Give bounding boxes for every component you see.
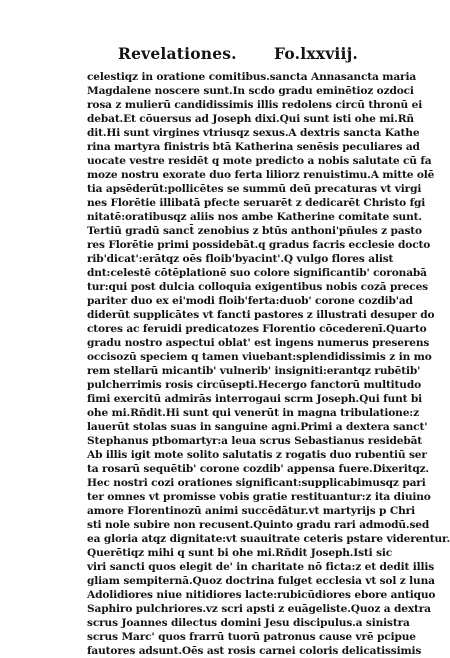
text-line: diderūt supplicātes vt fancti pastores z illustrati desuper do	[87, 309, 435, 321]
text-line: gliam sempiternā.Quoz doctrina fulget ecclesia vt sol z luna	[87, 575, 435, 587]
text-line: tia apsēderūt:pollicētes se summū deū precaturas vt virgi	[87, 183, 422, 195]
text-line: Hec nostri cozi orationes significant:supplicabimusqz pari	[87, 477, 426, 489]
text-line: moze nostru exorate duo ferta liliorz renuistimu.A mitte olē	[87, 169, 435, 181]
text-line: ea gloria atqz dignitate:vt suauitrate ceteris pstare viderentur.	[87, 533, 450, 545]
text-line: nitatē:oratibusqz aliis nos ambe Katherine comitate sunt.	[87, 211, 422, 223]
text-line: dnt:celestē cōtēplationē suo colore significantib' coronabā	[87, 267, 427, 279]
text-line: celestiqz in oratione comitibus.sancta Annasancta maria	[87, 71, 417, 83]
text-line: uocate vestre residēt q mote predicto a nobis salutate cū fa	[87, 155, 432, 167]
text-line: sti nole subire non recusent.Quinto gradu rari admodū.sed	[87, 519, 430, 531]
text-line: rina martyra finistris btā Katherina senēsis peculiares ad	[87, 141, 420, 153]
text-line: occisozū speciem q tamen viuebant:splendidissimis z in mo	[87, 351, 432, 363]
text-line: Adolidiores niue nitidiores lacte:rubicūdiores ebore antiquo	[87, 589, 436, 601]
folio-number: Fo.lxxviij.	[274, 44, 358, 63]
text-line: fimi exercitū admirās interrogaui scrm Joseph.Qui funt bi	[87, 393, 423, 405]
text-line: Stephanus ptbomartyr:a leua scrus Sebastianus residebāt	[87, 435, 423, 447]
text-line: Tertiū gradū sanct̄ zenobius z btūs anthoni'pñules z pasto	[87, 225, 422, 237]
text-line: ohe mi.Rñdit.Hi sunt qui venerūt in magna tribulatione:z	[87, 407, 419, 419]
text-line: pulcherrimis rosis circūsepti.Hecergo fanctorū multitudo	[87, 379, 422, 391]
text-line: rem stellarū micantib' vulnerib' insigniti:erantqz rubētib'	[87, 365, 421, 377]
text-line: Saphiro pulchriores.vz scri apsti z euāgeliste.Quoz a dextra	[87, 603, 431, 615]
text-line: ctores ac feruidi predicatozes Florentio cōcederenī.Quarto	[87, 323, 427, 335]
text-line: lauerūt stolas suas in sanguine agni.Primi a dextera sanct'	[87, 421, 428, 433]
text-line: ter omnes vt promisse vobis gratie restituantur:z ita diuino	[87, 491, 431, 503]
text-line: rosa z mulierū candidissimis illis redolens circū thronū ei	[87, 99, 423, 111]
text-line: res Florētie primi possidebāt.q gradus facris ecclesie docto	[87, 239, 431, 251]
text-line: ta rosarū sequētib' corone cozdib' appensa fuere.Dixeritqz.	[87, 463, 429, 475]
text-line: Querētiqz mihi q sunt bi ohe mi.Rñdit Joseph.Isti sic	[87, 547, 393, 559]
text-line: dit.Hi sunt virgines vtriusqz sexus.A dextris sancta Kathe	[87, 127, 420, 139]
text-line: Ab illis igit mote solito salutatis z rogatis duo rubentiū ser	[87, 449, 427, 461]
text-line: viri sancti quos elegit de' in charitate nō ficta:z et dedit illis	[87, 561, 435, 573]
text-line: gradu nostro aspectui oblat' est ingens numerus preserens	[87, 337, 430, 349]
text-line: rib'dicat':erātqz oēs floib'byacint'.Q vulgo flores alist	[87, 253, 394, 265]
text-line: pariter duo ex ei'modi floib'ferta:duob' corone cozdib'ad	[87, 295, 413, 307]
text-line: fautores adsunt.Oēs ast rosis carnei coloris delicatissimis	[87, 645, 422, 657]
text-line: debat.Et cōuersus ad Joseph dixi.Qui sunt isti ohe mi.Rñ	[87, 113, 414, 125]
running-head: Revelationes.	[118, 44, 237, 63]
text-line: amore Florentinozū animi succēdātur.vt martyrijs p Chri	[87, 505, 415, 517]
text-line: scrus Marc' quos frarrū tuorū patronus cause vrē pcipue	[87, 631, 416, 643]
text-line: Magdalene noscere sunt.In scdo gradu eminētioz ozdoci	[87, 85, 414, 97]
text-line: tur:qui post dulcia colloquia exigentibus nobis cozā preces	[87, 281, 428, 293]
body-text	[87, 70, 450, 658]
page-header	[118, 44, 358, 68]
text-line: nes Florētie illibatā pfecte seruarēt z dedicarēt Christo fgi	[87, 197, 426, 209]
text-line: scrus Joannes dilectus domini Jesu discipulus.a sinistra	[87, 617, 410, 629]
